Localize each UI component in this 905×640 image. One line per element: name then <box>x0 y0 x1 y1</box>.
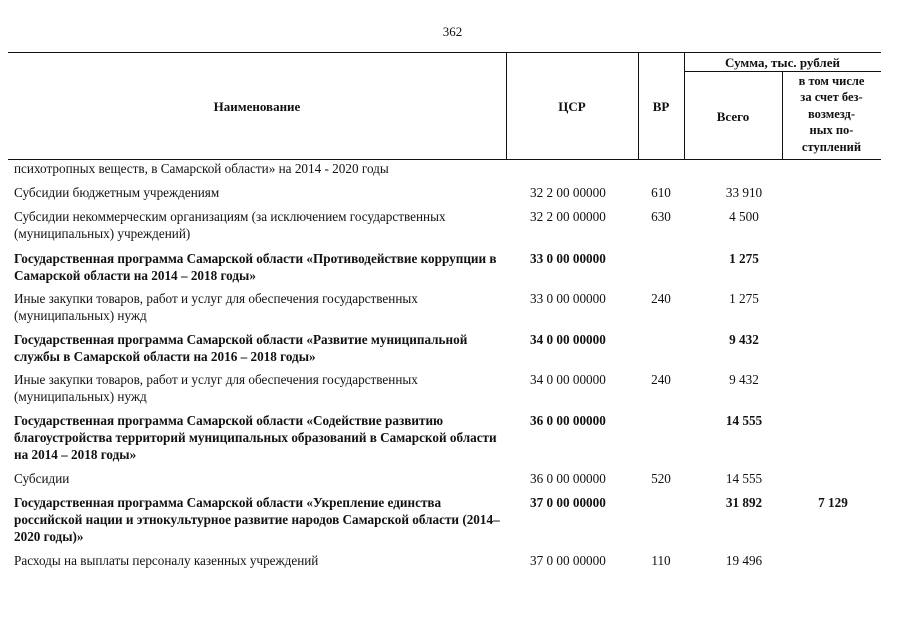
row-total: 1 275 <box>729 251 759 266</box>
row-name: Субсидии бюджетным учреждениям <box>14 185 220 200</box>
header-line: в том числе <box>798 74 865 88</box>
column-header-vr: ВР <box>652 99 670 114</box>
row-name: Государственная программа Самарской области «Противодействие коррупции в Самарской области на 2014 – 2018 годы» <box>14 251 497 283</box>
row-csr: 36 0 00 00000 <box>530 413 606 428</box>
header-line: ступлений <box>801 139 862 154</box>
header-line: возмезд- <box>807 106 856 121</box>
table-header <box>8 52 881 160</box>
row-vr: 610 <box>651 185 671 200</box>
row-vr: 630 <box>651 209 671 224</box>
row-csr: 33 0 00 00000 <box>530 291 606 306</box>
row-vr: 240 <box>651 291 671 306</box>
row-name: Государственная программа Самарской области «Содействие развитию благоустройства территорий муниципальных образований в Самарской области на 2014 – 2018 годы» <box>14 413 497 462</box>
row-csr: 32 2 00 00000 <box>530 185 606 200</box>
row-name: психотропных веществ, в Самарской области» на 2014 - 2020 годы <box>14 161 389 176</box>
row-total: 33 910 <box>725 185 763 200</box>
row-name: Расходы на выплаты персоналу казенных учреждений <box>14 553 319 568</box>
page-number: 362 <box>442 24 463 39</box>
row-csr: 33 0 00 00000 <box>530 251 606 266</box>
row-total: 31 892 <box>725 495 763 510</box>
row-csr: 37 0 00 00000 <box>530 495 606 510</box>
column-header-gratis <box>782 73 881 155</box>
row-vr: 110 <box>651 553 671 568</box>
row-gratis: 7 129 <box>818 495 848 510</box>
row-csr: 32 2 00 00000 <box>530 209 606 224</box>
row-total: 1 275 <box>729 291 759 306</box>
row-csr: 37 0 00 00000 <box>530 553 606 568</box>
row-csr: 36 0 00 00000 <box>530 471 606 486</box>
row-vr: 520 <box>651 471 671 486</box>
row-name: Государственная программа Самарской области «Развитие муниципальной службы в Самарской области на 2016 – 2018 годы» <box>14 332 468 364</box>
column-header-sum: Сумма, тыс. рублей <box>725 55 840 70</box>
row-name: Иные закупки товаров, работ и услуг для обеспечения государственных (муниципальных) нужд <box>14 291 418 323</box>
header-line: за счет без- <box>800 90 863 105</box>
row-name: Государственная программа Самарской области «Укрепление единства российской нации и этнокультурное развитие народов Самарской области (2014–2020 годы)» <box>14 495 500 544</box>
row-total: 19 496 <box>725 553 763 568</box>
row-name: Субсидии некоммерческим организациям (за исключением государственных (муниципальных) учреждений) <box>14 209 446 241</box>
divider <box>684 71 881 72</box>
row-name: Субсидии <box>14 471 70 486</box>
header-line: ных по- <box>809 123 854 138</box>
row-csr: 34 0 00 00000 <box>530 332 606 347</box>
column-header-total: Всего <box>716 109 750 124</box>
column-header-csr: ЦСР <box>558 99 586 114</box>
row-csr: 34 0 00 00000 <box>530 372 606 387</box>
column-header-name: Наименование <box>213 99 301 114</box>
row-total: 14 555 <box>725 471 763 486</box>
row-vr: 240 <box>651 372 671 387</box>
row-total: 14 555 <box>725 413 763 428</box>
row-total: 4 500 <box>729 209 759 224</box>
row-total: 9 432 <box>729 332 759 347</box>
row-name: Иные закупки товаров, работ и услуг для обеспечения государственных (муниципальных) нужд <box>14 372 418 404</box>
row-total: 9 432 <box>729 372 759 387</box>
